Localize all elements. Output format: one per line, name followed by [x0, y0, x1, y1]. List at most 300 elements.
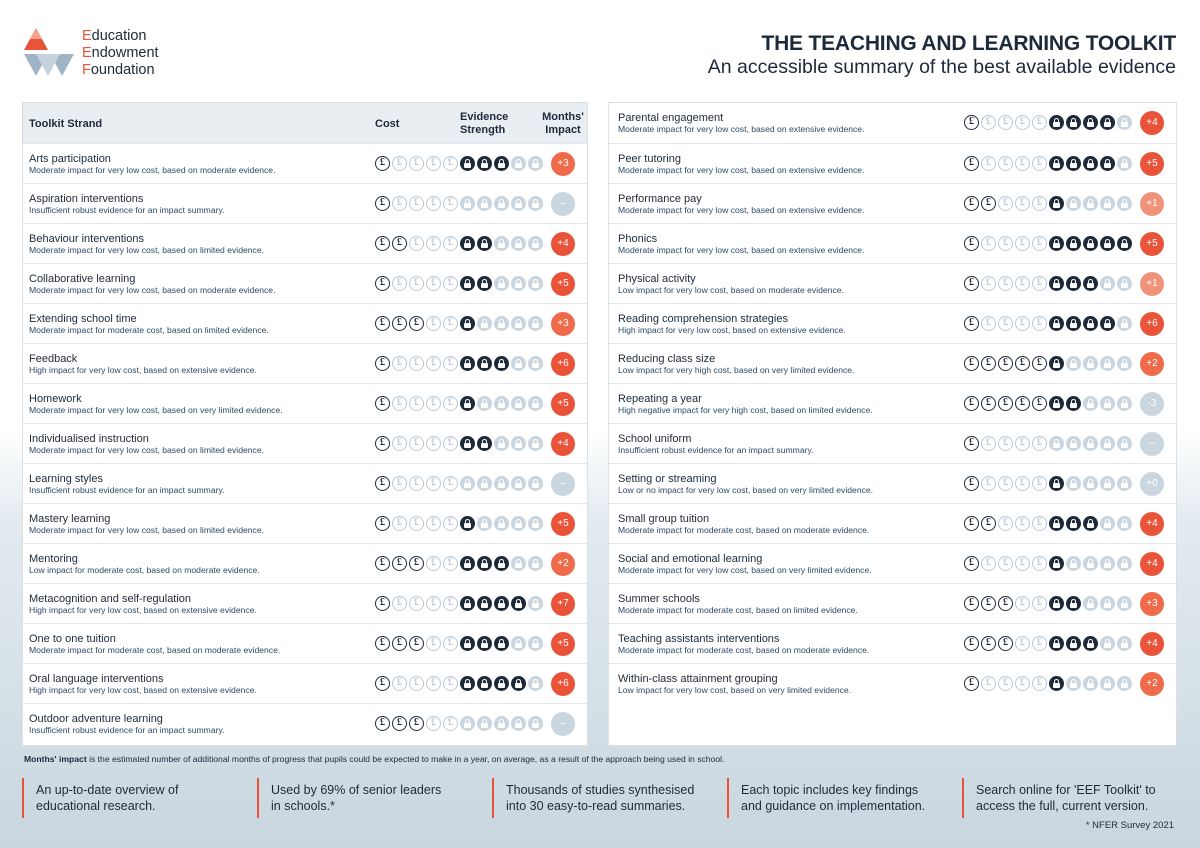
padlock-icon	[1100, 316, 1115, 331]
fact-item: An up-to-date overview of educational research.	[22, 778, 247, 818]
padlock-icon	[1049, 676, 1064, 691]
padlock-icon	[460, 716, 475, 731]
pound-coin-icon: £	[409, 316, 424, 331]
evidence-rating	[1049, 556, 1132, 571]
pound-coin-icon: £	[426, 316, 441, 331]
pound-coin-icon: £	[443, 476, 458, 491]
strand-name: Small group tuition	[618, 513, 710, 525]
pound-coin-icon: £	[981, 516, 996, 531]
padlock-icon	[477, 356, 492, 371]
pound-coin-icon: £	[409, 196, 424, 211]
pound-coin-icon: £	[443, 636, 458, 651]
pound-coin-icon: £	[409, 436, 424, 451]
pound-coin-icon: £	[375, 516, 390, 531]
padlock-icon	[511, 556, 526, 571]
pound-coin-icon: £	[375, 596, 390, 611]
pound-coin-icon: £	[443, 396, 458, 411]
pound-coin-icon: £	[964, 436, 979, 451]
padlock-icon	[477, 436, 492, 451]
padlock-icon	[1049, 436, 1064, 451]
padlock-icon	[494, 276, 509, 291]
cost-rating	[375, 276, 458, 291]
padlock-icon	[460, 356, 475, 371]
pound-coin-icon: £	[392, 236, 407, 251]
padlock-icon	[1083, 276, 1098, 291]
impact-badge: +4	[551, 432, 575, 456]
column-header-impact: Months' Impact	[542, 111, 584, 136]
pound-coin-icon: £	[981, 436, 996, 451]
padlock-icon	[1100, 516, 1115, 531]
impact-badge: +1	[1140, 192, 1164, 216]
strand-description: Moderate impact for very low cost, based on extensive evidence.	[618, 245, 865, 255]
cost-rating	[964, 196, 1047, 211]
pound-coin-icon: £	[1032, 516, 1047, 531]
padlock-icon	[1066, 156, 1081, 171]
pound-coin-icon: £	[964, 236, 979, 251]
padlock-icon	[1083, 156, 1098, 171]
pound-coin-icon: £	[375, 236, 390, 251]
padlock-icon	[1083, 556, 1098, 571]
strand-name: Collaborative learning	[29, 273, 136, 285]
strand-description: Moderate impact for very low cost, based on moderate evidence.	[29, 285, 276, 295]
evidence-rating	[460, 236, 543, 251]
padlock-icon	[1100, 236, 1115, 251]
padlock-icon	[1066, 636, 1081, 651]
pound-coin-icon: £	[1015, 316, 1030, 331]
column-header-cost: Cost	[375, 118, 400, 130]
evidence-rating	[460, 476, 543, 491]
pound-coin-icon: £	[981, 316, 996, 331]
evidence-rating	[460, 436, 543, 451]
pound-coin-icon: £	[409, 356, 424, 371]
table-row	[23, 583, 587, 623]
pound-coin-icon: £	[392, 316, 407, 331]
padlock-icon	[511, 516, 526, 531]
pound-coin-icon: £	[981, 196, 996, 211]
table-row	[609, 663, 1176, 703]
impact-badge: +4	[1140, 111, 1164, 135]
padlock-icon	[477, 196, 492, 211]
strand-description: Low impact for very low cost, based on moderate evidence.	[618, 285, 844, 295]
impact-badge: +6	[551, 352, 575, 376]
impact-badge: –	[551, 712, 575, 736]
cost-rating	[375, 236, 458, 251]
table-row	[23, 303, 587, 343]
table-row	[23, 263, 587, 303]
pound-coin-icon: £	[409, 396, 424, 411]
padlock-icon	[1049, 276, 1064, 291]
fact-item: Search online for 'EEF Toolkit' to access the full, current version.	[962, 778, 1178, 818]
pound-coin-icon: £	[998, 236, 1013, 251]
padlock-icon	[460, 396, 475, 411]
pound-coin-icon: £	[981, 596, 996, 611]
padlock-icon	[1117, 556, 1132, 571]
pound-coin-icon: £	[981, 396, 996, 411]
padlock-icon	[528, 436, 543, 451]
strand-name: Physical activity	[618, 273, 696, 285]
pound-coin-icon: £	[998, 636, 1013, 651]
table-row	[609, 583, 1176, 623]
cost-rating	[964, 676, 1047, 691]
strand-description: High impact for very low cost, based on extensive evidence.	[618, 325, 846, 335]
padlock-icon	[494, 516, 509, 531]
padlock-icon	[528, 676, 543, 691]
evidence-rating	[1049, 436, 1132, 451]
pound-coin-icon: £	[1032, 436, 1047, 451]
strand-name: Behaviour interventions	[29, 233, 144, 245]
strand-name: Extending school time	[29, 313, 137, 325]
padlock-icon	[1117, 476, 1132, 491]
table-row	[609, 543, 1176, 583]
padlock-icon	[1083, 115, 1098, 130]
pound-coin-icon: £	[392, 556, 407, 571]
padlock-icon	[460, 556, 475, 571]
pound-coin-icon: £	[1032, 396, 1047, 411]
pound-coin-icon: £	[1015, 676, 1030, 691]
table-row	[609, 183, 1176, 223]
impact-badge: +4	[1140, 632, 1164, 656]
pound-coin-icon: £	[375, 196, 390, 211]
padlock-icon	[511, 716, 526, 731]
evidence-rating	[1049, 476, 1132, 491]
padlock-icon	[460, 636, 475, 651]
pound-coin-icon: £	[409, 716, 424, 731]
pound-coin-icon: £	[392, 516, 407, 531]
impact-badge: +3	[551, 312, 575, 336]
padlock-icon	[1049, 115, 1064, 130]
cost-rating	[964, 356, 1047, 371]
table-body-right	[609, 103, 1176, 703]
pound-coin-icon: £	[998, 156, 1013, 171]
strand-name: Summer schools	[618, 593, 700, 605]
padlock-icon	[494, 316, 509, 331]
pound-coin-icon: £	[964, 356, 979, 371]
padlock-icon	[1100, 156, 1115, 171]
evidence-rating	[460, 516, 543, 531]
table-header	[23, 103, 587, 143]
cost-rating	[375, 516, 458, 531]
padlock-icon	[494, 596, 509, 611]
strand-description: Insufficient robust evidence for an impact summary.	[29, 725, 225, 735]
pound-coin-icon: £	[375, 476, 390, 491]
padlock-icon	[1100, 676, 1115, 691]
padlock-icon	[1066, 476, 1081, 491]
pound-coin-icon: £	[1015, 636, 1030, 651]
pound-coin-icon: £	[964, 115, 979, 130]
pound-coin-icon: £	[964, 516, 979, 531]
pound-coin-icon: £	[375, 356, 390, 371]
pound-coin-icon: £	[443, 516, 458, 531]
impact-badge: +2	[551, 552, 575, 576]
padlock-icon	[1066, 196, 1081, 211]
impact-badge: +2	[1140, 352, 1164, 376]
impact-badge: +2	[1140, 672, 1164, 696]
strand-description: Moderate impact for very low cost, based on limited evidence.	[29, 245, 265, 255]
padlock-icon	[460, 516, 475, 531]
impact-badge: +4	[1140, 552, 1164, 576]
strand-description: Moderate impact for very low cost, based on very limited evidence.	[29, 405, 283, 415]
impact-badge: +5	[1140, 152, 1164, 176]
fact-item: Used by 69% of senior leaders in schools.*	[257, 778, 482, 818]
pound-coin-icon: £	[1015, 596, 1030, 611]
padlock-icon	[1083, 436, 1098, 451]
strand-description: High impact for very low cost, based on extensive evidence.	[29, 685, 257, 695]
strand-name: Parental engagement	[618, 112, 724, 124]
cost-rating	[375, 316, 458, 331]
padlock-icon	[528, 276, 543, 291]
evidence-rating	[460, 356, 543, 371]
strand-name: Mentoring	[29, 553, 78, 565]
pound-coin-icon: £	[1032, 636, 1047, 651]
strand-description: Insufficient robust evidence for an impact summary.	[29, 485, 225, 495]
cost-rating	[964, 436, 1047, 451]
pound-coin-icon: £	[1015, 236, 1030, 251]
impact-badge: +7	[551, 592, 575, 616]
padlock-icon	[477, 276, 492, 291]
impact-badge: +5	[551, 632, 575, 656]
pound-coin-icon: £	[1032, 316, 1047, 331]
padlock-icon	[1117, 236, 1132, 251]
table-row	[23, 503, 587, 543]
padlock-icon	[477, 556, 492, 571]
cost-rating	[964, 476, 1047, 491]
strand-name: Phonics	[618, 233, 658, 245]
padlock-icon	[1117, 356, 1132, 371]
strand-description: Moderate impact for moderate cost, based on limited evidence.	[29, 325, 269, 335]
padlock-icon	[460, 476, 475, 491]
padlock-icon	[1083, 396, 1098, 411]
pound-coin-icon: £	[375, 316, 390, 331]
padlock-icon	[494, 156, 509, 171]
pound-coin-icon: £	[409, 676, 424, 691]
pound-coin-icon: £	[409, 596, 424, 611]
pound-coin-icon: £	[443, 236, 458, 251]
strand-description: Low impact for moderate cost, based on moderate evidence.	[29, 565, 260, 575]
pound-coin-icon: £	[375, 556, 390, 571]
pound-coin-icon: £	[981, 556, 996, 571]
strand-name: Repeating a year	[618, 393, 702, 405]
padlock-icon	[1100, 196, 1115, 211]
strand-description: Low impact for very high cost, based on very limited evidence.	[618, 365, 855, 375]
strand-description: Moderate impact for very low cost, based on limited evidence.	[29, 525, 265, 535]
page-title: THE TEACHING AND LEARNING TOOLKIT	[761, 32, 1176, 55]
padlock-icon	[1117, 636, 1132, 651]
pound-coin-icon: £	[998, 556, 1013, 571]
pound-coin-icon: £	[1032, 156, 1047, 171]
padlock-icon	[460, 276, 475, 291]
padlock-icon	[1049, 316, 1064, 331]
pound-coin-icon: £	[1015, 556, 1030, 571]
padlock-icon	[511, 356, 526, 371]
padlock-icon	[528, 356, 543, 371]
padlock-icon	[511, 236, 526, 251]
pound-coin-icon: £	[426, 396, 441, 411]
cost-rating	[964, 236, 1047, 251]
pound-coin-icon: £	[1015, 276, 1030, 291]
pound-coin-icon: £	[426, 476, 441, 491]
strand-name: Oral language interventions	[29, 673, 164, 685]
impact-badge: +5	[551, 512, 575, 536]
cost-rating	[375, 156, 458, 171]
strand-description: High impact for very low cost, based on extensive evidence.	[29, 365, 257, 375]
pound-coin-icon: £	[409, 156, 424, 171]
impact-badge: –	[1140, 432, 1164, 456]
pound-coin-icon: £	[1015, 436, 1030, 451]
pound-coin-icon: £	[443, 276, 458, 291]
impact-badge: +5	[1140, 232, 1164, 256]
evidence-rating	[1049, 115, 1132, 130]
padlock-icon	[511, 596, 526, 611]
pound-coin-icon: £	[392, 396, 407, 411]
padlock-icon	[1117, 396, 1132, 411]
padlock-icon	[1083, 196, 1098, 211]
impact-footnote: Months' impact is the estimated number of additional months of progress that pupils could be expected to make in a year, on average, as a result of the approach being used in school.	[24, 754, 725, 764]
evidence-rating	[460, 396, 543, 411]
pound-coin-icon: £	[443, 196, 458, 211]
padlock-icon	[1100, 556, 1115, 571]
cost-rating	[964, 276, 1047, 291]
impact-badge: +4	[1140, 512, 1164, 536]
strand-description: High impact for very low cost, based on extensive evidence.	[29, 605, 257, 615]
padlock-icon	[494, 556, 509, 571]
pound-coin-icon: £	[964, 316, 979, 331]
pound-coin-icon: £	[426, 716, 441, 731]
padlock-icon	[1100, 396, 1115, 411]
evidence-rating	[1049, 156, 1132, 171]
strand-name: Reading comprehension strategies	[618, 313, 788, 325]
pound-coin-icon: £	[998, 196, 1013, 211]
padlock-icon	[528, 476, 543, 491]
padlock-icon	[460, 436, 475, 451]
table-row	[609, 423, 1176, 463]
strand-name: Mastery learning	[29, 513, 111, 525]
evidence-rating	[1049, 316, 1132, 331]
strand-description: Moderate impact for very low cost, based on very limited evidence.	[618, 565, 872, 575]
pound-coin-icon: £	[443, 156, 458, 171]
table-row	[609, 623, 1176, 663]
impact-badge: –	[551, 192, 575, 216]
pound-coin-icon: £	[1032, 556, 1047, 571]
padlock-icon	[1066, 396, 1081, 411]
pound-coin-icon: £	[964, 636, 979, 651]
table-row	[23, 543, 587, 583]
strand-name: Homework	[29, 393, 82, 405]
pound-coin-icon: £	[426, 516, 441, 531]
padlock-icon	[494, 396, 509, 411]
logo-text: Education Endowment Foundation	[82, 28, 159, 78]
padlock-icon	[1066, 236, 1081, 251]
table-row	[609, 343, 1176, 383]
strand-description: Insufficient robust evidence for an impact summary.	[618, 445, 814, 455]
pound-coin-icon: £	[392, 156, 407, 171]
cost-rating	[375, 436, 458, 451]
strand-name: Teaching assistants interventions	[618, 633, 780, 645]
pound-coin-icon: £	[964, 676, 979, 691]
strand-name: One to one tuition	[29, 633, 116, 645]
padlock-icon	[1117, 596, 1132, 611]
padlock-icon	[528, 316, 543, 331]
padlock-icon	[1100, 476, 1115, 491]
pound-coin-icon: £	[981, 236, 996, 251]
pound-coin-icon: £	[392, 596, 407, 611]
toolkit-table-right	[608, 102, 1177, 746]
pound-coin-icon: £	[981, 636, 996, 651]
cost-rating	[375, 636, 458, 651]
padlock-icon	[477, 636, 492, 651]
padlock-icon	[1049, 476, 1064, 491]
padlock-icon	[1117, 676, 1132, 691]
pound-coin-icon: £	[1032, 676, 1047, 691]
pound-coin-icon: £	[998, 516, 1013, 531]
pound-coin-icon: £	[964, 556, 979, 571]
padlock-icon	[511, 316, 526, 331]
table-row	[609, 103, 1176, 143]
strand-description: Moderate impact for very low cost, based on extensive evidence.	[618, 165, 865, 175]
pound-coin-icon: £	[998, 316, 1013, 331]
pound-coin-icon: £	[443, 676, 458, 691]
pound-coin-icon: £	[426, 276, 441, 291]
pound-coin-icon: £	[981, 476, 996, 491]
table-row	[609, 463, 1176, 503]
pound-coin-icon: £	[392, 276, 407, 291]
pound-coin-icon: £	[1015, 476, 1030, 491]
cost-rating	[964, 115, 1047, 130]
impact-badge: +6	[551, 672, 575, 696]
key-facts	[22, 778, 1178, 818]
padlock-icon	[1083, 236, 1098, 251]
pound-coin-icon: £	[998, 476, 1013, 491]
strand-description: Low or no impact for very low cost, based on very limited evidence.	[618, 485, 874, 495]
padlock-icon	[1049, 156, 1064, 171]
cost-rating	[964, 156, 1047, 171]
pound-coin-icon: £	[426, 196, 441, 211]
padlock-icon	[1066, 596, 1081, 611]
pound-coin-icon: £	[998, 356, 1013, 371]
fact-item: Thousands of studies synthesised into 30 easy-to-read summaries.	[492, 778, 717, 818]
evidence-rating	[1049, 636, 1132, 651]
pound-coin-icon: £	[981, 115, 996, 130]
evidence-rating	[1049, 236, 1132, 251]
strand-description: Moderate impact for moderate cost, based on limited evidence.	[618, 605, 858, 615]
pound-coin-icon: £	[1032, 196, 1047, 211]
padlock-icon	[1083, 316, 1098, 331]
strand-description: Moderate impact for very low cost, based on extensive evidence.	[618, 205, 865, 215]
padlock-icon	[1066, 676, 1081, 691]
padlock-icon	[528, 556, 543, 571]
impact-badge: -3	[1140, 392, 1164, 416]
pound-coin-icon: £	[375, 436, 390, 451]
pound-coin-icon: £	[443, 316, 458, 331]
pound-coin-icon: £	[409, 516, 424, 531]
padlock-icon	[1117, 436, 1132, 451]
padlock-icon	[494, 196, 509, 211]
pound-coin-icon: £	[998, 596, 1013, 611]
padlock-icon	[460, 156, 475, 171]
cost-rating	[375, 556, 458, 571]
table-row	[23, 663, 587, 703]
pound-coin-icon: £	[392, 476, 407, 491]
pound-coin-icon: £	[426, 596, 441, 611]
pound-coin-icon: £	[964, 596, 979, 611]
table-row	[609, 263, 1176, 303]
column-header-evidence: Evidence Strength	[460, 111, 509, 136]
padlock-icon	[477, 316, 492, 331]
fact-item: Each topic includes key findings and guidance on implementation.	[727, 778, 952, 818]
padlock-icon	[1049, 516, 1064, 531]
cost-rating	[375, 476, 458, 491]
cost-rating	[375, 596, 458, 611]
pound-coin-icon: £	[392, 636, 407, 651]
